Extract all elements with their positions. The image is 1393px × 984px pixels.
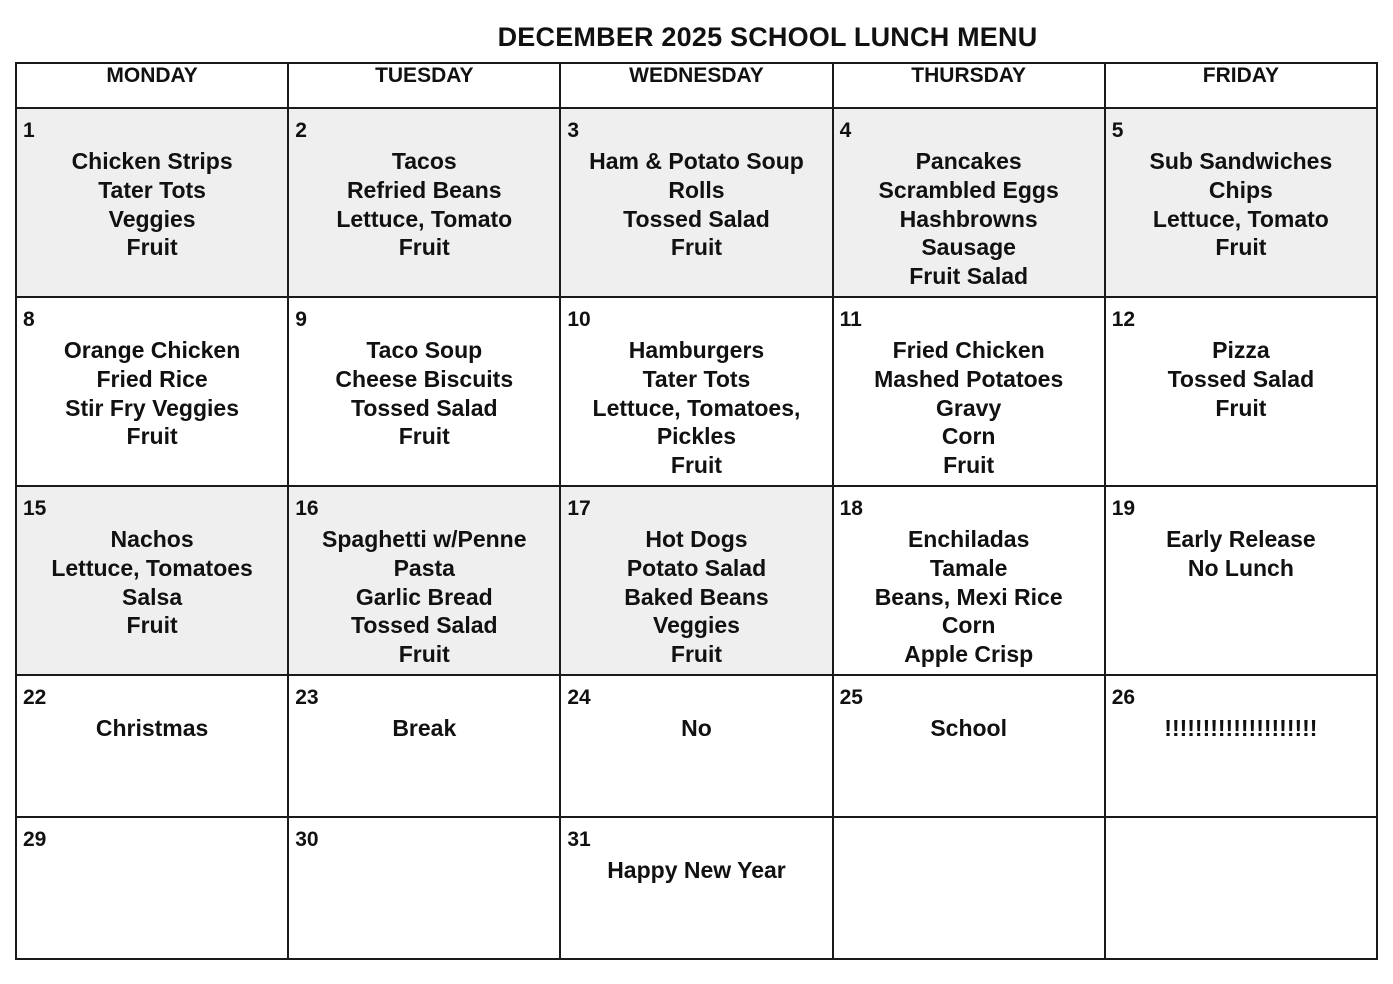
day-cell: [560, 486, 832, 675]
day-number: 12: [1111, 308, 1136, 331]
menu-item: Fruit: [398, 423, 450, 450]
day-cell: [288, 108, 560, 297]
menu-item: Fruit Salad: [909, 263, 1029, 290]
menu-item: Gravy: [936, 394, 1002, 421]
day-cell: [833, 108, 1105, 297]
menu-items: [289, 714, 559, 743]
menu-item: Lettuce, Tomato: [336, 205, 513, 232]
header-friday: FRIDAY: [1105, 63, 1377, 108]
week-row: [16, 297, 1377, 486]
menu-item: Ham & Potato Soup: [589, 148, 804, 174]
day-cell: [1105, 297, 1377, 486]
menu-item: Fruit: [126, 234, 178, 261]
menu-item: Fruit: [398, 641, 450, 668]
menu-item: Orange Chicken: [63, 337, 241, 363]
menu-item: Early Release: [1166, 526, 1316, 552]
menu-item: Chips: [1208, 176, 1273, 203]
menu-item: Fruit: [398, 234, 450, 261]
day-cell: [16, 297, 288, 486]
day-cell: [288, 675, 560, 817]
menu-item: Fried Rice: [96, 365, 208, 392]
menu-item: Mashed Potatoes: [874, 365, 1064, 392]
day-cell: [16, 675, 288, 817]
menu-item: Pancakes: [915, 148, 1022, 174]
calendar-body: [16, 108, 1377, 959]
day-cell: [560, 297, 832, 486]
menu-item: Garlic Bread: [355, 583, 493, 610]
menu-item: Fried Chicken: [892, 337, 1045, 363]
menu-items: [1106, 336, 1376, 422]
day-cell: [833, 297, 1105, 486]
day-cell: [833, 486, 1105, 675]
menu-item: Fruit: [670, 234, 723, 261]
menu-items: [834, 714, 1104, 743]
day-number: 2: [295, 119, 307, 142]
menu-item: Baked Beans: [624, 583, 769, 610]
menu-item: !!!!!!!!!!!!!!!!!!!!: [1164, 715, 1318, 741]
header-wednesday: WEDNESDAY: [560, 63, 832, 108]
menu-items: [834, 525, 1104, 669]
menu-items: [289, 336, 559, 451]
menu-items: [561, 147, 831, 262]
menu-item: Tacos: [391, 148, 457, 174]
menu-items: [17, 525, 287, 640]
day-cell: [1105, 486, 1377, 675]
menu-item: Pizza: [1212, 337, 1270, 363]
menu-item: Spaghetti w/Penne: [322, 526, 527, 552]
menu-item: Enchiladas: [907, 526, 1030, 552]
menu-item: Fruit: [670, 641, 723, 668]
day-number: 24: [567, 686, 591, 709]
day-number: 5: [1111, 119, 1124, 142]
day-number: 29: [23, 828, 47, 851]
menu-items: [17, 147, 287, 262]
menu-item: Happy New Year: [607, 857, 786, 883]
menu-item: Fruit: [126, 612, 178, 639]
day-cell: [288, 486, 560, 675]
day-number: 16: [295, 497, 319, 520]
menu-item: Apple Crisp: [904, 641, 1034, 668]
week-row: [16, 486, 1377, 675]
menu-items: [561, 714, 831, 743]
menu-item: Tossed Salad: [350, 612, 498, 639]
menu-items: [289, 525, 559, 669]
menu-item: Refried Beans: [346, 176, 502, 203]
menu-items: [17, 336, 287, 451]
day-cell: [16, 108, 288, 297]
day-number: 4: [839, 119, 852, 142]
menu-items: [561, 336, 831, 480]
menu-item: Veggies: [108, 205, 196, 232]
header-tuesday: TUESDAY: [288, 63, 560, 108]
menu-item: Lettuce, Tomatoes,: [592, 394, 801, 421]
header-thursday: THURSDAY: [833, 63, 1105, 108]
menu-items: [561, 856, 831, 885]
menu-title: DECEMBER 2025 SCHOOL LUNCH MENU: [497, 22, 1038, 52]
menu-item: Hashbrowns: [899, 205, 1038, 232]
menu-item: Cheese Biscuits: [335, 365, 514, 392]
menu-item: Salsa: [122, 583, 183, 610]
day-number: 3: [567, 119, 580, 142]
lunch-calendar-table: [15, 62, 1378, 960]
menu-item: Rolls: [668, 176, 725, 203]
header-monday: MONDAY: [16, 63, 288, 108]
menu-item: Potato Salad: [626, 554, 767, 581]
menu-items: [1106, 147, 1376, 262]
menu-items: [17, 714, 287, 743]
menu-items: [289, 147, 559, 262]
menu-item: Tossed Salad: [1167, 365, 1315, 392]
menu-item: Sausage: [921, 234, 1016, 261]
menu-items: [1106, 714, 1376, 743]
day-cell: [1105, 817, 1377, 959]
menu-item: Stir Fry Veggies: [65, 394, 240, 421]
day-cell: [16, 486, 288, 675]
day-number: 22: [23, 686, 47, 709]
day-number: 30: [295, 828, 319, 851]
day-number: 25: [839, 686, 863, 709]
menu-item: Pasta: [393, 554, 455, 581]
menu-item: Fruit: [1215, 394, 1267, 421]
menu-item: School: [930, 715, 1007, 741]
menu-item: Break: [392, 715, 457, 741]
menu-item: Corn: [941, 612, 996, 639]
day-cell: [16, 817, 288, 959]
menu-item: Lettuce, Tomato: [1152, 205, 1329, 232]
week-row: [16, 817, 1377, 959]
menu-item: Tossed Salad: [623, 205, 770, 232]
menu-item: Fruit: [670, 452, 723, 479]
day-cell: [1105, 108, 1377, 297]
week-row: [16, 675, 1377, 817]
day-cell: [288, 817, 560, 959]
menu-item: Tossed Salad: [350, 394, 498, 421]
day-number: 17: [567, 497, 591, 520]
week-row: [16, 108, 1377, 297]
menu-item: Hot Dogs: [645, 526, 748, 552]
day-number: 19: [1111, 497, 1136, 520]
day-number: 1: [23, 119, 35, 142]
menu-items: [561, 525, 831, 669]
menu-item: Pickles: [656, 423, 737, 450]
menu-item: Lettuce, Tomatoes: [51, 554, 253, 581]
menu-item: Beans, Mexi Rice: [874, 583, 1063, 610]
day-number: 8: [23, 308, 35, 331]
menu-item: Tater Tots: [98, 176, 206, 203]
day-number: 23: [295, 686, 319, 709]
day-number: 9: [295, 308, 307, 331]
day-cell: [560, 108, 832, 297]
menu-item: Veggies: [653, 612, 740, 639]
day-number: 26: [1111, 686, 1136, 709]
menu-item: Sub Sandwiches: [1149, 148, 1333, 174]
menu-items: [834, 336, 1104, 480]
menu-item: Fruit: [943, 452, 995, 479]
day-cell: [833, 675, 1105, 817]
menu-item: Fruit: [126, 423, 178, 450]
menu-items: [1106, 525, 1376, 583]
day-cell: [833, 817, 1105, 959]
menu-item: Corn: [941, 423, 996, 450]
menu-item: Nachos: [110, 526, 194, 552]
menu-item: Christmas: [95, 715, 209, 741]
menu-item: Tater Tots: [642, 365, 751, 392]
day-number: 10: [567, 308, 591, 331]
weekday-header-row: [16, 63, 1377, 108]
menu-item: Tamale: [929, 554, 1008, 581]
menu-item: No Lunch: [1187, 554, 1294, 581]
day-cell: [1105, 675, 1377, 817]
day-number: 15: [23, 497, 47, 520]
day-cell: [560, 817, 832, 959]
menu-item: Chicken Strips: [71, 148, 233, 174]
menu-item: Fruit: [1215, 234, 1267, 261]
menu-item: Taco Soup: [366, 337, 483, 363]
day-number: 11: [839, 308, 862, 331]
day-number: 31: [567, 828, 591, 851]
day-cell: [560, 675, 832, 817]
day-number: 18: [839, 497, 863, 520]
day-cell: [288, 297, 560, 486]
menu-item: Hamburgers: [628, 337, 765, 363]
menu-item: Scrambled Eggs: [878, 176, 1059, 203]
menu-item: No: [681, 715, 712, 741]
menu-items: [834, 147, 1104, 291]
